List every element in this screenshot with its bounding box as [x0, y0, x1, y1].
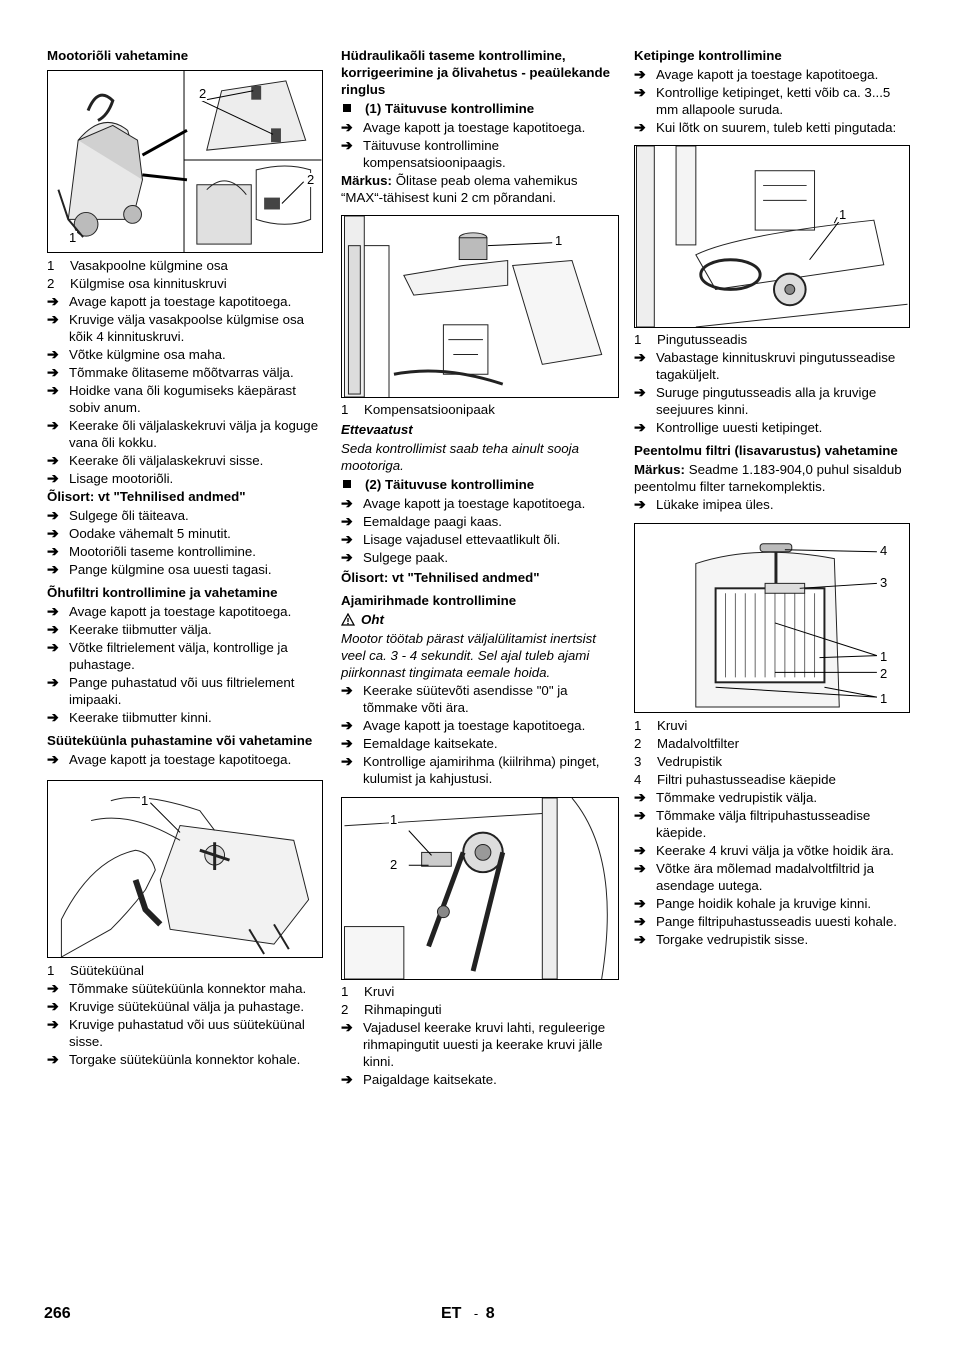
arrow-right-icon: ➔ [47, 639, 59, 655]
legend-item: 1 Kruvi [341, 984, 395, 999]
step: ➔ Vajadusel keerake kruvi lahti, reguleerige rihmapingutit uuesti ja keerake kruvi jälle kinni. [341, 1019, 606, 1069]
arrow-right-icon: ➔ [634, 66, 646, 82]
section-title-drive-belts: Ajamirihmade kontrollimine [341, 593, 517, 608]
step: ➔ Võtke filtrielement välja, kontrollige ja puhastage. [47, 639, 288, 672]
callout-2: 2 [307, 172, 315, 187]
oil-type-heading: Õlisort: vt "Tehnilised andmed" [47, 489, 246, 504]
legend-item: 3 Vedrupistik [634, 754, 723, 769]
arrow-right-icon: ➔ [341, 1019, 353, 1035]
legend-fine-dust-filter [634, 717, 910, 788]
section-title-hydraulic-oil: Hüdraulikaõli taseme kontrollimine, korrigeerimine ja õlivahetus - peaülekande ringlus [341, 48, 610, 97]
step: ➔ Kruvige süüteküünal välja ja puhastage. [47, 998, 305, 1014]
sub-heading: (2) Täituvuse kontrollimine [341, 476, 619, 493]
arrow-right-icon: ➔ [47, 603, 59, 619]
step: ➔ Suruge pingutusseadis alla ja kruvige seejuures kinni. [634, 384, 877, 417]
note: Märkus: Seadme 1.183-904,0 puhul sisaldub peentolmu filter tarnekomplektis. [634, 462, 902, 494]
legend-belt-tensioner [341, 983, 619, 1018]
arrow-right-icon: ➔ [47, 543, 59, 559]
section-title-chain-tension: Ketipinge kontrollimine [634, 48, 782, 63]
figure-chain-tensioner [634, 145, 910, 328]
arrow-right-icon: ➔ [341, 717, 353, 733]
step: ➔ Paigaldage kaitsekate. [341, 1071, 497, 1087]
step: ➔ Mootoriõli taseme kontrollimine. [47, 543, 256, 559]
step: ➔ Pange hoidik kohale ja kruvige kinni. [634, 895, 872, 911]
step: ➔ Lisage vajadusel ettevaatlikult õli. [341, 531, 561, 547]
page-number: 266 [44, 1305, 71, 1322]
arrow-right-icon: ➔ [634, 419, 646, 435]
arrow-right-icon: ➔ [341, 682, 353, 698]
separator: - [473, 1306, 479, 1321]
step: ➔ Tõmmake süüteküünla konnektor maha. [47, 980, 307, 996]
step: ➔ Keerake tiibmutter välja. [47, 621, 212, 637]
section-title-engine-oil: Mootoriõli vahetamine [47, 48, 189, 63]
arrow-right-icon: ➔ [634, 496, 646, 512]
square-bullet-icon [343, 480, 351, 488]
step: ➔ Tõmmake vedrupistik välja. [634, 789, 818, 805]
step: ➔ Avage kapott ja toestage kapotitoega. [634, 66, 879, 82]
compensation-tank-illustration [342, 216, 618, 397]
column-left [47, 44, 323, 1069]
callout-1: 1 [141, 793, 149, 808]
step: ➔ Kui lõtk on suurem, tuleb ketti pingutada: [634, 119, 897, 135]
arrow-right-icon: ➔ [47, 364, 59, 380]
arrow-right-icon: ➔ [341, 1071, 353, 1087]
arrow-right-icon: ➔ [341, 531, 353, 547]
step: ➔ Pange puhastatud või uus filtrielement imipaaki. [47, 674, 295, 707]
step: ➔ Avage kapott ja toestage kapotitoega. [341, 717, 586, 733]
step: ➔ Torgake vedrupistik sisse. [634, 931, 809, 947]
step: ➔ Tõmmake õlitaseme mõõtvarras välja. [47, 364, 294, 380]
section-title-fine-dust-filter: Peentolmu filtri (lisavarustus) vahetamine [634, 443, 898, 458]
step: ➔ Täituvuse kontrollimine kompensatsioonipaagis. [341, 137, 506, 170]
spark-plug-illustration [48, 781, 322, 957]
callout-2: 2 [880, 666, 888, 681]
step: ➔ Tõmmake välja filtripuhastusseadise käepide. [634, 807, 871, 840]
arrow-right-icon: ➔ [47, 293, 59, 309]
step: ➔ Kontrollige ajamirihma (kiilrihma) pinget, kulumist ja kahjustusi. [341, 753, 600, 786]
callout-2: 2 [390, 857, 398, 872]
callout-3: 3 [880, 575, 888, 590]
arrow-right-icon: ➔ [341, 137, 353, 153]
arrow-right-icon: ➔ [634, 842, 646, 858]
callout-1: 1 [69, 230, 77, 245]
legend-item: 4 Filtri puhastusseadise käepide [634, 772, 836, 787]
arrow-right-icon: ➔ [47, 452, 59, 468]
arrow-right-icon: ➔ [47, 998, 59, 1014]
step: ➔ Sulgege õli täiteava. [47, 507, 189, 523]
step: ➔ Pange filtripuhastusseadis uuesti kohale. [634, 913, 897, 929]
belt-tensioner-illustration [342, 798, 618, 979]
section-page-number: 8 [485, 1305, 495, 1322]
legend-item: 1 Kruvi [634, 718, 688, 733]
callout-1: 1 [839, 207, 847, 222]
arrow-right-icon: ➔ [47, 382, 59, 398]
arrow-right-icon: ➔ [341, 753, 353, 769]
figure-compensation-tank [341, 215, 619, 398]
sub-heading: (1) Täituvuse kontrollimine [341, 100, 619, 117]
figure-engine-side-panel [47, 70, 323, 253]
step: ➔ Võtke külgmine osa maha. [47, 346, 226, 362]
arrow-right-icon: ➔ [634, 931, 646, 947]
section-title-spark-plug: Süüteküünla puhastamine või vahetamine [47, 733, 313, 748]
arrow-right-icon: ➔ [634, 349, 646, 365]
arrow-right-icon: ➔ [47, 621, 59, 637]
arrow-right-icon: ➔ [341, 119, 353, 135]
engine-panel-illustration [48, 71, 322, 252]
warning-triangle-icon [341, 613, 355, 626]
arrow-right-icon: ➔ [47, 311, 59, 327]
danger-heading: Oht [341, 611, 619, 628]
legend-item: 1 Pingutusseadis [634, 332, 748, 347]
callout-1: 1 [880, 691, 888, 706]
chain-tensioner-illustration [635, 146, 909, 327]
step: ➔ Hoidke vana õli kogumiseks käepärast sobiv anum. [47, 382, 296, 415]
arrow-right-icon: ➔ [634, 895, 646, 911]
legend-item: 2 Külgmise osa kinnituskruvi [47, 276, 227, 291]
section-title-air-filter: Õhufiltri kontrollimine ja vahetamine [47, 585, 278, 600]
step: ➔ Eemaldage paagi kaas. [341, 513, 502, 529]
language-code: ET [441, 1305, 462, 1322]
legend-item: 2 Madalvoltfilter [634, 736, 740, 751]
legend-item: 1 Vasakpoolne külgmine osa [47, 258, 228, 273]
step: ➔ Kontrollige uuesti ketipinget. [634, 419, 823, 435]
arrow-right-icon: ➔ [47, 346, 59, 362]
step: ➔ Keerake õli väljalaskekruvi sisse. [47, 452, 264, 468]
arrow-right-icon: ➔ [634, 384, 646, 400]
step: ➔ Avage kapott ja toestage kapotitoega. [341, 119, 586, 135]
arrow-right-icon: ➔ [341, 735, 353, 751]
steps-engine-oil [47, 293, 323, 487]
step: ➔ Oodake vähemalt 5 minutit. [47, 525, 231, 541]
step: ➔ Keerake tiibmutter kinni. [47, 709, 212, 725]
caution-heading: Ettevaatust [341, 422, 413, 437]
arrow-right-icon: ➔ [634, 807, 646, 823]
callout-2: 2 [199, 86, 207, 101]
arrow-right-icon: ➔ [47, 1016, 59, 1032]
caution-text: Seda kontrollimist saab teha ainult sooja mootoriga. [341, 441, 580, 473]
oil-type-heading: Õlisort: vt "Tehnilised andmed" [341, 570, 540, 585]
arrow-right-icon: ➔ [47, 417, 59, 433]
step: ➔ Kruvige välja vasakpoolse külgmise osa kõik 4 kinnituskruvi. [47, 311, 305, 344]
step: ➔ Kontrollige ketipinget, ketti võib ca. 3...5 mm allapoole suruda. [634, 84, 891, 117]
steps-chain-tension [634, 66, 910, 136]
arrow-right-icon: ➔ [47, 561, 59, 577]
step: ➔ Pange külgmine osa uuesti tagasi. [47, 561, 272, 577]
step: ➔ Sulgege paak. [341, 549, 449, 565]
fine-dust-filter-illustration [635, 524, 909, 712]
square-bullet-icon [343, 104, 351, 112]
arrow-right-icon: ➔ [47, 709, 59, 725]
arrow-right-icon: ➔ [634, 119, 646, 135]
steps-air-filter [47, 603, 323, 726]
callout-1: 1 [390, 812, 398, 827]
callout-4: 4 [880, 543, 888, 558]
step: ➔ Avage kapott ja toestage kapotitoega. [47, 751, 292, 767]
legend-item: 2 Rihmapinguti [341, 1002, 442, 1017]
arrow-right-icon: ➔ [341, 495, 353, 511]
legend-item: 1 Kompensatsioonipaak [341, 402, 495, 417]
legend-compensation-tank [341, 401, 619, 418]
danger-text: Mootor töötab pärast väljalülitamist inertsist veel ca. 3 - 4 sekundit. Sel ajal tuleb ajami piirkonnast tingimata eemale hoida. [341, 631, 596, 680]
step: ➔ Avage kapott ja toestage kapotitoega. [47, 603, 292, 619]
figure-spark-plug [47, 780, 323, 958]
figure-belt-tensioner [341, 797, 619, 980]
step: ➔ Keerake 4 kruvi välja ja võtke hoidik ära. [634, 842, 894, 858]
legend-item: 1 Süüteküünal [47, 963, 144, 978]
steps-fine-dust-filter [634, 789, 910, 948]
legend-engine-panel [47, 257, 323, 292]
arrow-right-icon: ➔ [47, 525, 59, 541]
arrow-right-icon: ➔ [634, 789, 646, 805]
steps-spark-plug [47, 980, 323, 1068]
arrow-right-icon: ➔ [47, 1051, 59, 1067]
step: ➔ Torgake süüteküünla konnektor kohale. [47, 1051, 301, 1067]
arrow-right-icon: ➔ [634, 913, 646, 929]
figure-fine-dust-filter [634, 523, 910, 713]
legend-chain-tensioner [634, 331, 910, 348]
steps-engine-oil-2 [47, 507, 323, 578]
arrow-right-icon: ➔ [47, 751, 59, 767]
column-right [634, 44, 910, 949]
steps-hydraulic-fill [341, 495, 619, 566]
step: ➔ Avage kapott ja toestage kapotitoega. [47, 293, 292, 309]
arrow-right-icon: ➔ [341, 513, 353, 529]
step: ➔ Lükake imipea üles. [634, 496, 774, 512]
steps-belt-adjust [341, 1019, 619, 1088]
callout-1: 1 [880, 649, 888, 664]
step: ➔ Vabastage kinnituskruvi pingutusseadise tagaküljelt. [634, 349, 896, 382]
arrow-right-icon: ➔ [634, 84, 646, 100]
legend-spark-plug [47, 962, 323, 979]
page-language-section [441, 1305, 495, 1322]
note: Märkus: Õlitase peab olema vahemikus “MAX“-tähisest kuni 2 cm põrandani. [341, 173, 578, 205]
step: ➔ Lisage mootoriõli. [47, 470, 174, 486]
callout-1: 1 [555, 233, 563, 248]
step: ➔ Avage kapott ja toestage kapotitoega. [341, 495, 586, 511]
steps-drive-belts [341, 682, 619, 787]
column-middle [341, 44, 619, 1089]
step: ➔ Keerake õli väljalaskekruvi välja ja koguge vana õli kokku. [47, 417, 319, 450]
step: ➔ Eemaldage kaitsekate. [341, 735, 498, 751]
arrow-right-icon: ➔ [634, 860, 646, 876]
step: ➔ Võtke ära mõlemad madalvoltfiltrid ja asendage uutega. [634, 860, 875, 893]
steps-chain-adjust [634, 349, 910, 436]
arrow-right-icon: ➔ [47, 674, 59, 690]
arrow-right-icon: ➔ [47, 980, 59, 996]
arrow-right-icon: ➔ [47, 470, 59, 486]
arrow-right-icon: ➔ [47, 507, 59, 523]
step: ➔ Kruvige puhastatud või uus süüteküünal sisse. [47, 1016, 305, 1049]
step: ➔ Keerake süütevõti asendisse "0" ja tõmmake võti ära. [341, 682, 568, 715]
arrow-right-icon: ➔ [341, 549, 353, 565]
